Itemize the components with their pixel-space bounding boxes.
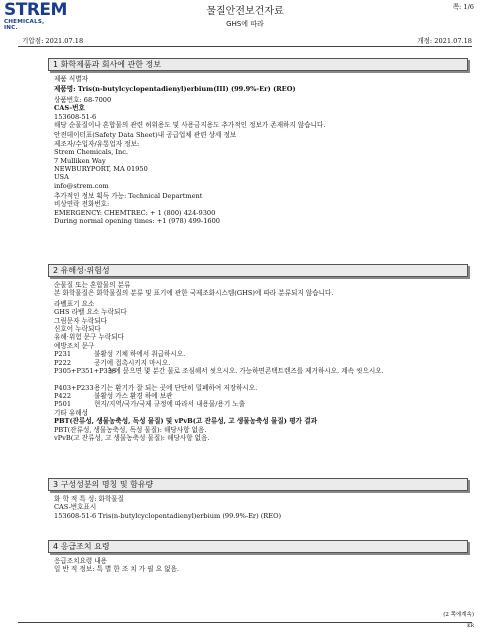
section-1-identification — [48, 58, 468, 226]
use-note: 해당 순물질이나 혼합물의 관련 허위용도 및 사용금지용도 추가적인 정보가 존재하지 않습니다. — [54, 120, 326, 129]
company-country: USA — [54, 173, 69, 182]
section-2-body — [48, 277, 468, 442]
product-name: 제품명: Tris(n-butylcyclopentadienyl)erbium(III) (99.9%-Er) (REO) — [54, 85, 296, 94]
precaution-list — [54, 350, 468, 409]
document-subtitle: GHS에 따라 — [226, 20, 264, 28]
pbt-result: PBT(잔류성, 생물농축성, 독성 물질): 해당사항 없음. — [54, 425, 207, 434]
document-title: 물질안전보건자료 — [206, 6, 284, 17]
precaution-code: P231 — [54, 350, 72, 359]
ghs-label-elements: GHS 라벨 요소 누락되다 — [54, 308, 127, 317]
pictogram-note: 그림문자 누락되다 — [54, 316, 108, 325]
first-aid-general: 일 반 적 정보: 특 별 한 조 치 가 필 요 없음. — [54, 565, 180, 574]
logo-subtitle: CHEMICALS, INC. — [4, 19, 45, 31]
item-number: 상품번호: 68-7000 — [54, 95, 112, 104]
hazard-statements-note: 유해·위험 문구 누락되다 — [54, 333, 124, 342]
precaution-text: 용기는 환기가 잘 되는 곳에 단단히 밀폐하여 저장하시오. — [94, 383, 258, 392]
cas-label: CAS-번호 — [54, 104, 85, 113]
company-email[interactable]: info@strem.com — [54, 181, 109, 190]
chemical-characterization: 화 학 적 특 성: 화학물질 — [54, 495, 125, 503]
precaution-text: 눈에 묻으면 몇 분간 물로 조심해서 씻으시오. 가능하면콘택트렌즈를 제거하시오. 계속 씻으시오. — [108, 366, 384, 375]
info-department: 추가적인 정보 획득 가능: Technical Department — [54, 192, 203, 201]
precaution-code: P501 — [54, 400, 72, 409]
section-1-body — [48, 71, 468, 226]
continued-note: (2 쪽에계속) — [443, 612, 474, 618]
cas-designation-entry: 153608-51-6 Tris(n-butylcyclopentadienyl)erbium (99.9%-Er) (REO) — [54, 511, 282, 520]
company-city: NEWBURYPORT, MA 01950 — [54, 164, 148, 173]
label-elements-label: 라벨표기 요소 — [54, 299, 95, 308]
manufacturer-label: 제조자/수입자/유통업자 정보: — [54, 139, 140, 148]
precaution-row — [54, 359, 468, 367]
cas-value: 153608-51-6 — [54, 112, 97, 121]
classification-text: 본 화학물질은 화학물질의 분류 및 표기에 관한 국제조화시스템(GHS)에 따라 분류되지 않습니다. — [54, 289, 334, 298]
opening-hours-phone: During normal opening times: +1 (978) 499-1600 — [54, 217, 220, 226]
precaution-code: P222 — [54, 358, 72, 367]
precaution-row — [54, 350, 468, 358]
section-4-first-aid — [48, 540, 468, 574]
logo-wordmark: STREM — [4, 0, 67, 20]
page-number: 쪽: 1/6 — [452, 3, 474, 11]
section-1-heading: 1 화학제품과 회사에 관한 정보 — [48, 58, 468, 71]
precaution-text: 현지/지역/국가/국제 규정에 따라서 내용물/용기 노출 — [94, 400, 246, 409]
precaution-row — [54, 400, 468, 408]
print-date: 기압점: 2021.07.18 — [22, 37, 84, 45]
document-header — [0, 0, 490, 46]
revision-date: 개정: 2021.07.18 — [417, 37, 472, 45]
precaution-row — [54, 384, 468, 392]
emergency-phone: EMERGENCY: CHEMTREC: + 1 (800) 424-9300 — [54, 208, 216, 217]
signal-word-note: 신호어 누락되다 — [54, 324, 101, 333]
company-name: Strem Chemicals, Inc. — [54, 148, 129, 157]
vpvb-result: vPvB(고 잔류성, 고 생물농축성 물질): 해당사항 없음. — [54, 434, 210, 443]
precaution-code: P305+P351+P338 — [54, 366, 117, 375]
precaution-text: 불활성 기체 하에서 취급하시오. — [94, 350, 186, 359]
precaution-text: 공기에 접촉시키지 마시오. — [94, 358, 171, 367]
company-street: 7 Mulliken Way — [54, 156, 106, 165]
product-identifier-label: 제품 식별자 — [54, 75, 88, 83]
section-4-heading: 4 응급조치 요령 — [48, 540, 468, 553]
language-code: KR — [467, 624, 474, 629]
section-2-hazards — [48, 264, 468, 442]
precaution-row — [54, 367, 468, 384]
other-hazards-label: 기타 유해성 — [54, 408, 88, 417]
section-3-body — [48, 491, 468, 520]
sds-supplier-label: 안전데이터표(Safety Data Sheet)내 공급업체 관련 상세 정보 — [54, 131, 237, 140]
section-4-body — [48, 553, 468, 574]
emergency-label: 비상연락 전화번호: — [54, 200, 110, 209]
footer-divider — [18, 622, 472, 623]
header-divider — [18, 46, 472, 47]
precaution-code: P422 — [54, 392, 72, 401]
precautionary-label: 예방조치 문구 — [54, 341, 95, 350]
precaution-code: P403+P233 — [54, 383, 94, 392]
section-2-heading: 2 유해성·위험성 — [48, 264, 468, 277]
section-3-heading: 3 구성성분의 명칭 및 함유량 — [48, 478, 468, 491]
first-aid-label: 응급조치요령 내용 — [54, 557, 108, 565]
precaution-text: 불활성 가스 환경 하에 보관 — [94, 392, 173, 401]
classification-label: 순물질 또는 혼합물의 분류 — [54, 281, 131, 289]
cas-designation-label: CAS-번호표시 — [54, 503, 97, 512]
pbt-vpvb-results-label: PBT(잔류성, 생물농축성, 독성 물질) 및 vPvB(고 잔류성, 고 생물농축성 물질) 평가 결과 — [54, 417, 317, 426]
section-3-composition — [48, 478, 468, 520]
